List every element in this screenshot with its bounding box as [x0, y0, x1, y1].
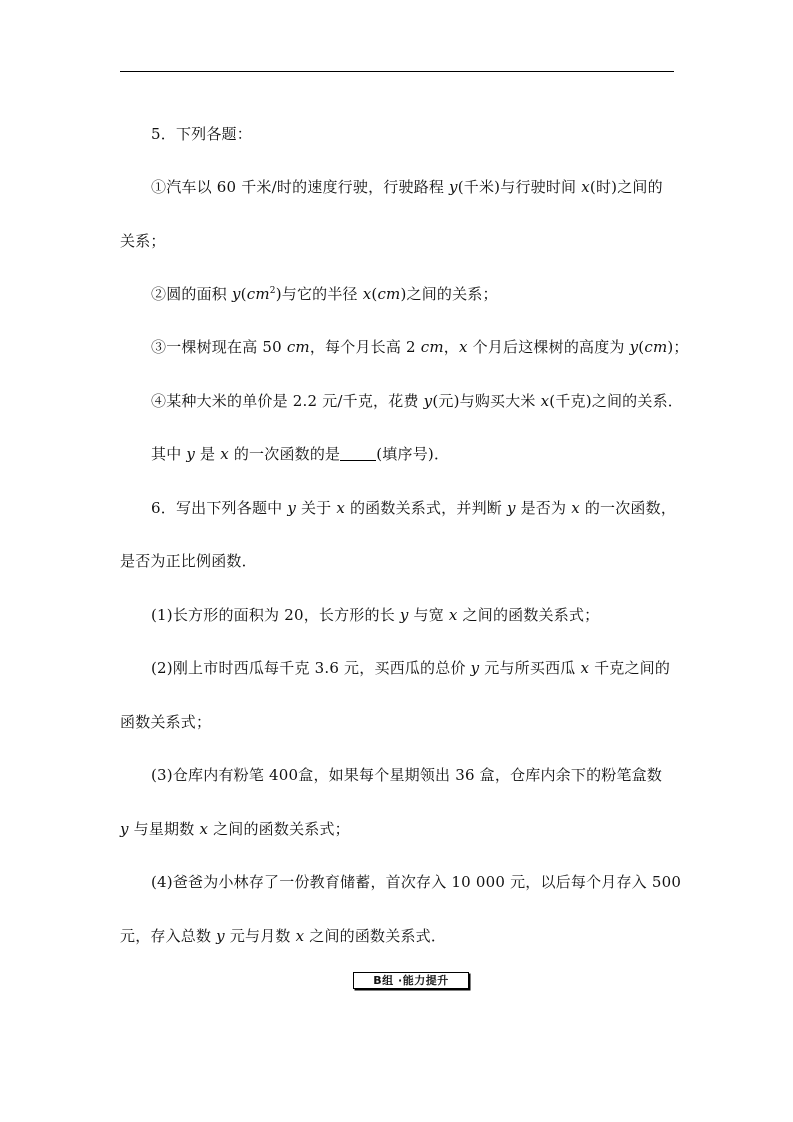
q6-part-3-cont: y 与星期数 x 之间的函数关系式； — [120, 820, 350, 838]
q6-stem: 6．写出下列各题中 y 关于 x 的函数关系式，并判断 y 是否为 x 的一次函数， — [151, 499, 677, 517]
q6-stem-cont: 是否为正比例函数． — [120, 552, 257, 570]
q5-stem: 5．下列各题： — [151, 125, 252, 143]
answer-blank — [340, 446, 376, 461]
q5-answer-line: 其中 y 是 x 的一次函数的是 (填序号)． — [151, 445, 450, 463]
q5-item-3: ③一棵树现在高 50 cm，每个月长高 2 cm，x 个月后这棵树的高度为 y(cm)； — [151, 338, 689, 356]
q6-part-4-cont: 元，存入总数 y 元与月数 x 之间的函数关系式． — [120, 927, 447, 945]
q6-part-2-cont: 函数关系式； — [120, 713, 212, 731]
q6-part-2: (2)刚上市时西瓜每千克 3.6 元，买西瓜的总价 y 元与所买西瓜 x 千克之间的 — [151, 659, 671, 677]
q5-item-2: ②圆的面积 $y(cm^2)$与它的半径 x(cm)之间的关系； — [151, 285, 498, 303]
header-rule — [120, 71, 674, 72]
q5-item-4: ④某种大米的单价是 2.2 元/千克，花费 y(元)与购买大米 x(千克)之间的关系． — [151, 392, 683, 410]
q5-item-1: ①汽车以 60 千米/时的速度行驶，行驶路程 y(千米)与行驶时间 x(时)之间的 — [151, 178, 663, 196]
q6-part-3: (3)仓库内有粉笔 400盒，如果每个星期领出 36 盒，仓库内余下的粉笔盒数 — [151, 766, 663, 784]
q6-part-4: (4)爸爸为小林存了一份教育储蓄，首次存入 10 000 元，以后每个月存入 500 — [151, 873, 682, 891]
q6-part-1: (1)长方形的面积为 20，长方形的长 y 与宽 x 之间的函数关系式； — [151, 606, 600, 624]
section-label-b-group: B组 ·能力提升 — [353, 972, 469, 989]
q5-item-1-cont: 关系； — [120, 232, 166, 250]
